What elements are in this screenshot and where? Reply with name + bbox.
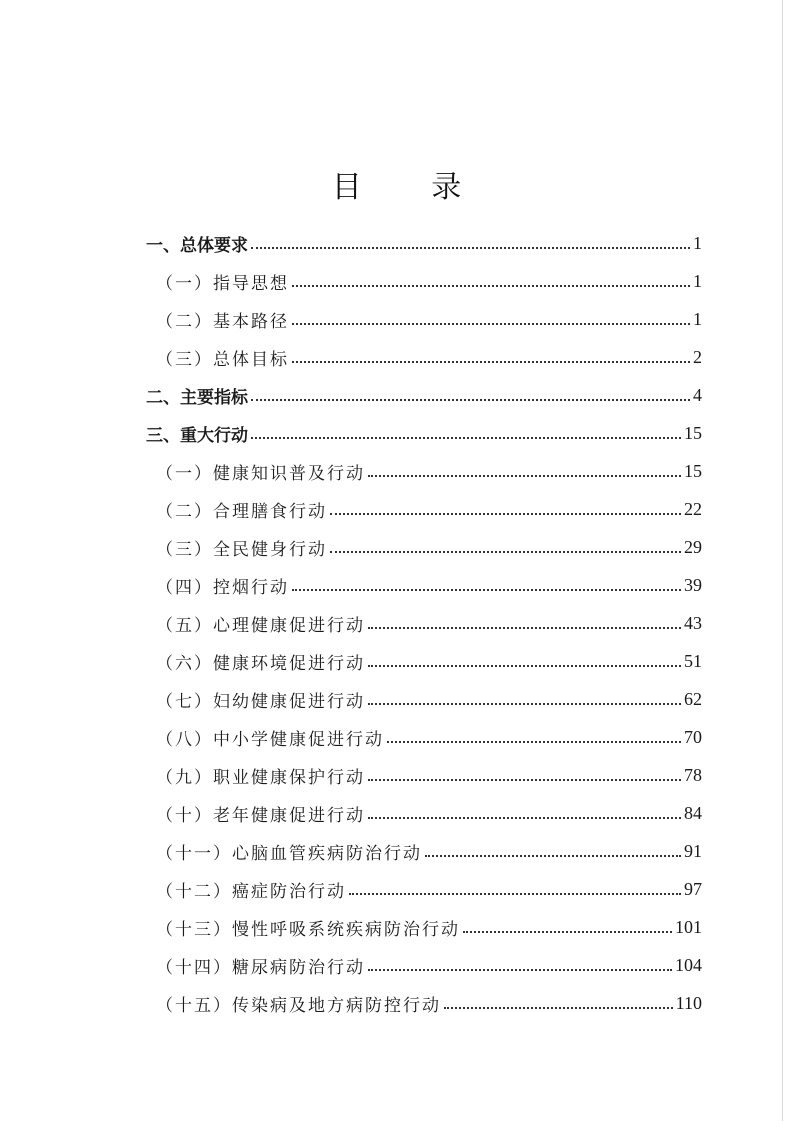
toc-entry[interactable]: [146, 262, 702, 300]
toc-entry[interactable]: [146, 566, 702, 604]
toc-entry-page-number: 1: [693, 232, 702, 253]
toc-entry[interactable]: [146, 300, 702, 338]
toc-entry-page-number: 4: [693, 384, 702, 405]
dot-leader: [368, 475, 681, 477]
dot-leader: [251, 399, 690, 401]
dot-leader: [251, 247, 690, 249]
toc-entry[interactable]: [146, 224, 702, 262]
toc-entry-label: （十）老年健康促进行动: [156, 805, 365, 826]
dot-leader: [368, 817, 681, 819]
toc-entry-label: （五）心理健康促进行动: [156, 615, 365, 636]
toc-entry-label: （十一）心脑血管疾病防治行动: [156, 843, 422, 864]
toc-entry-page-number: 110: [675, 992, 702, 1013]
toc-entry-page-number: 2: [693, 346, 702, 367]
toc-entry-page-number: 22: [684, 498, 702, 519]
toc-entry[interactable]: [146, 794, 702, 832]
toc-entry-page-number: 101: [675, 916, 702, 937]
toc-entry[interactable]: [146, 718, 702, 756]
toc-entry[interactable]: [146, 452, 702, 490]
toc-entry-page-number: 91: [684, 840, 702, 861]
toc-entry-label: （十三）慢性呼吸系统疾病防治行动: [156, 919, 460, 940]
toc-entry[interactable]: [146, 680, 702, 718]
toc-entry-page-number: 15: [684, 422, 702, 443]
toc-entry[interactable]: [146, 604, 702, 642]
page-title: 目 录: [331, 170, 492, 206]
toc-entry-label: 三、重大行动: [146, 425, 248, 446]
toc-entry-label: （三）全民健身行动: [156, 539, 327, 560]
toc-entry[interactable]: [146, 414, 702, 452]
toc-entry[interactable]: [146, 490, 702, 528]
toc-entry-label: （四）控烟行动: [156, 577, 289, 598]
toc-entry[interactable]: [146, 338, 702, 376]
toc-entry-page-number: 62: [684, 688, 702, 709]
dot-leader: [330, 513, 681, 515]
toc-entry-page-number: 29: [684, 536, 702, 557]
toc-entry[interactable]: [146, 946, 702, 984]
toc-entry-label: （七）妇幼健康促进行动: [156, 691, 365, 712]
dot-leader: [387, 741, 681, 743]
dot-leader: [292, 361, 690, 363]
toc-entry-label: （二）基本路径: [156, 311, 289, 332]
toc-entry-label: （十二）癌症防治行动: [156, 881, 346, 902]
toc-entry[interactable]: [146, 376, 702, 414]
dot-leader: [349, 893, 681, 895]
dot-leader: [292, 285, 690, 287]
toc-entry-page-number: 84: [684, 802, 702, 823]
dot-leader: [330, 551, 681, 553]
dot-leader: [444, 1007, 673, 1009]
toc-entry-label: （一）健康知识普及行动: [156, 463, 365, 484]
toc-entry-page-number: 51: [684, 650, 702, 671]
toc-entry[interactable]: [146, 528, 702, 566]
toc-entry-label: （六）健康环境促进行动: [156, 653, 365, 674]
table-of-contents: [146, 224, 702, 1022]
toc-entry[interactable]: [146, 756, 702, 794]
toc-entry-page-number: 43: [684, 612, 702, 633]
toc-entry[interactable]: [146, 870, 702, 908]
dot-leader: [368, 665, 681, 667]
toc-entry-label: 一、总体要求: [146, 235, 248, 256]
toc-entry-label: （十四）糖尿病防治行动: [156, 957, 365, 978]
toc-entry-label: （一）指导思想: [156, 273, 289, 294]
toc-entry-page-number: 15: [684, 460, 702, 481]
toc-entry[interactable]: [146, 642, 702, 680]
toc-entry-page-number: 97: [684, 878, 702, 899]
toc-entry-page-number: 78: [684, 764, 702, 785]
toc-entry-page-number: 1: [693, 308, 702, 329]
toc-entry-page-number: 104: [675, 954, 702, 975]
dot-leader: [251, 437, 681, 439]
dot-leader: [292, 323, 690, 325]
toc-entry-page-number: 1: [693, 270, 702, 291]
toc-entry-label: 二、主要指标: [146, 387, 248, 408]
toc-entry-label: （九）职业健康保护行动: [156, 767, 365, 788]
dot-leader: [425, 855, 681, 857]
toc-entry-label: （十五）传染病及地方病防控行动: [156, 995, 441, 1016]
toc-entry[interactable]: [146, 832, 702, 870]
toc-entry[interactable]: [146, 908, 702, 946]
toc-entry[interactable]: [146, 984, 702, 1022]
toc-entry-label: （三）总体目标: [156, 349, 289, 370]
dot-leader: [292, 589, 681, 591]
dot-leader: [368, 627, 681, 629]
dot-leader: [368, 703, 681, 705]
dot-leader: [368, 969, 672, 971]
dot-leader: [463, 931, 672, 933]
dot-leader: [368, 779, 681, 781]
toc-entry-label: （二）合理膳食行动: [156, 501, 327, 522]
toc-entry-page-number: 39: [684, 574, 702, 595]
toc-entry-label: （八）中小学健康促进行动: [156, 729, 384, 750]
toc-entry-page-number: 70: [684, 726, 702, 747]
